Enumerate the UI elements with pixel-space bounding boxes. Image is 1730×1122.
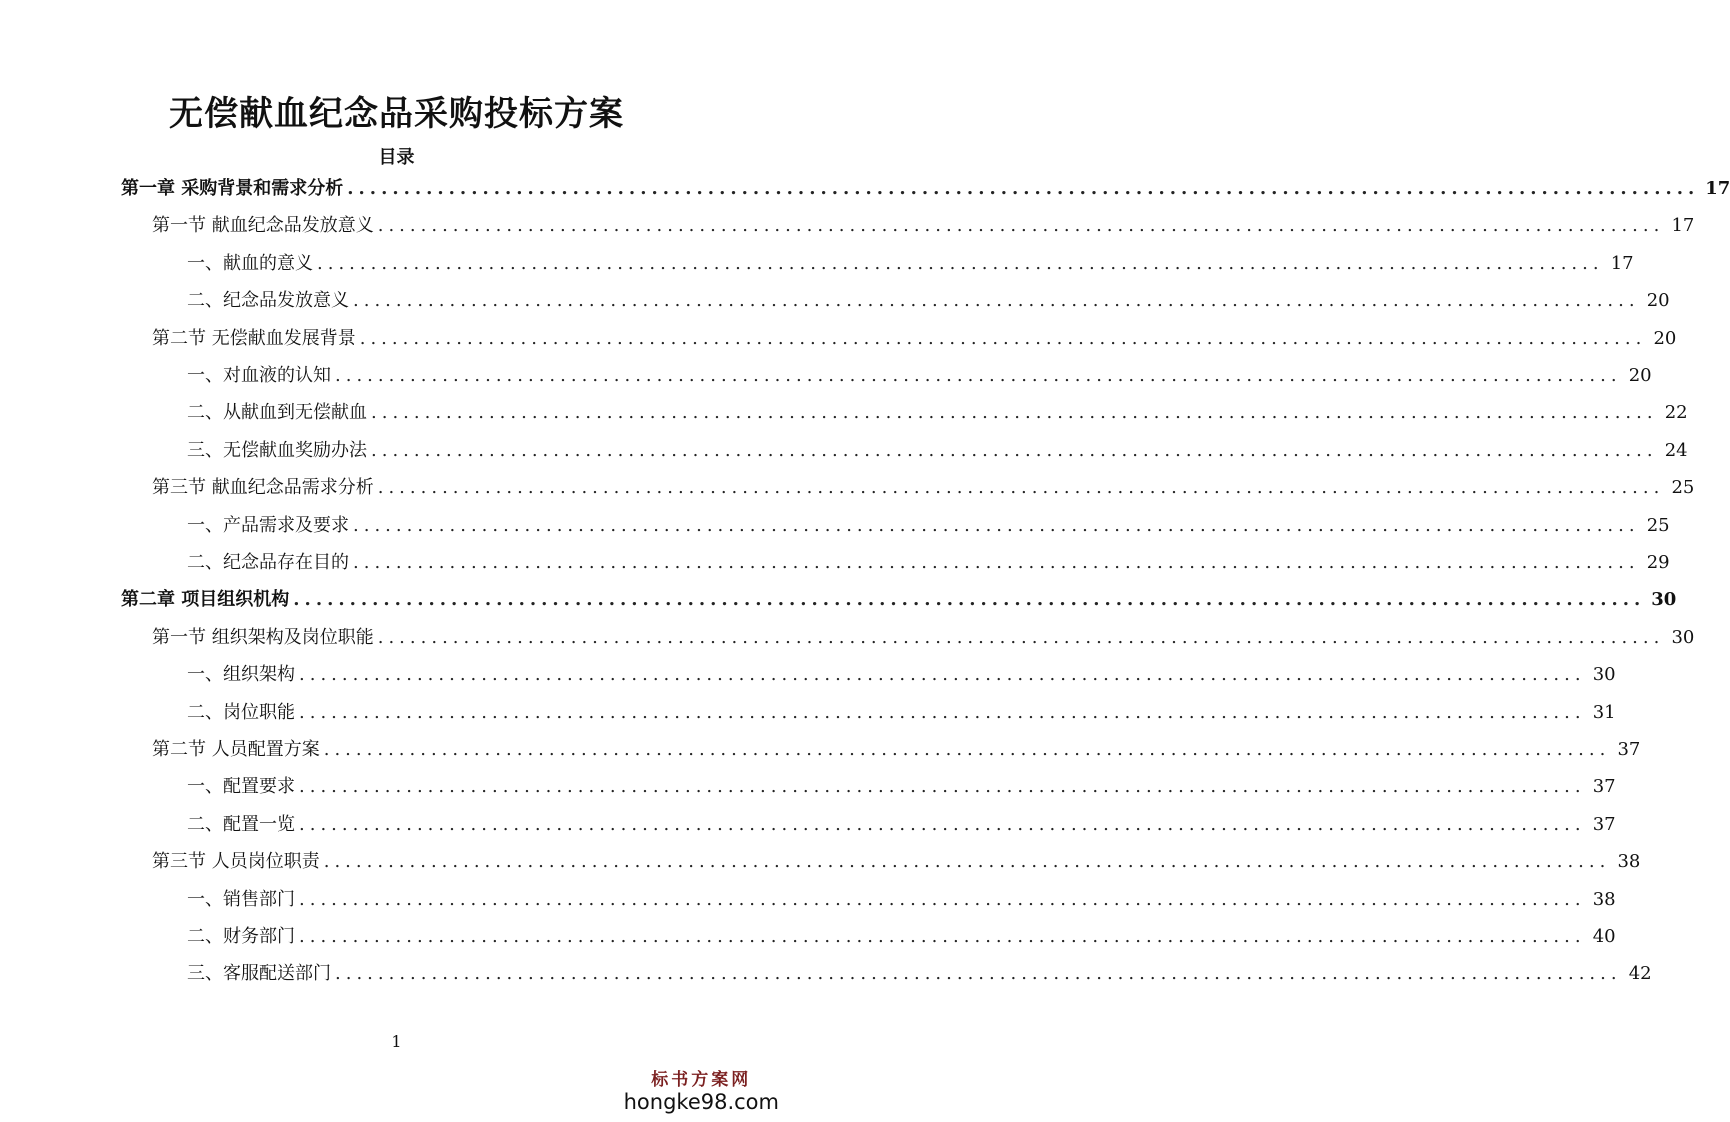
toc-entry-label: 二、纪念品存在目的	[187, 552, 349, 573]
toc-leader-dots: ........................................................................................................................	[317, 252, 1604, 274]
toc-leader-dots: ........................................................................................................................	[353, 552, 1640, 573]
toc-entry-page: 17	[1610, 252, 1634, 274]
toc-entry-item[interactable]	[187, 361, 1652, 391]
toc-entry-label: 二、从献血到无偿献血	[187, 402, 367, 424]
toc-entry-section[interactable]	[152, 623, 1695, 653]
toc-entry-label: 一、销售部门	[187, 888, 295, 910]
toc-entry-label: 一、配置要求	[187, 776, 295, 798]
watermark-name: 标书方案网	[651, 1070, 752, 1090]
toc-entry-section[interactable]	[152, 473, 1695, 503]
toc-entry-page: 22	[1664, 402, 1688, 424]
document-title: 无偿献血纪念品采购投标方案	[169, 94, 624, 134]
toc-entry-label: 一、献血的意义	[187, 252, 313, 274]
toc-entry-label: 第二节 无偿献血发展背景	[152, 327, 356, 349]
toc-entry-page: 40	[1592, 926, 1616, 947]
toc-entry-chapter[interactable]	[121, 585, 1677, 615]
toc-entry-item[interactable]	[187, 548, 1670, 578]
toc-entry-page: 24	[1664, 439, 1688, 461]
toc-entry-section[interactable]	[152, 735, 1641, 765]
toc-entry-label: 第三节 献血纪念品需求分析	[152, 477, 374, 499]
toc-entry-page: 20	[1653, 327, 1677, 349]
toc-entry-page: 29	[1646, 552, 1670, 573]
toc-leader-dots: ........................................................................................................................	[335, 963, 1622, 985]
toc-entry-label: 第一节 献血纪念品发放意义	[152, 215, 374, 237]
toc-entry-page: 42	[1628, 963, 1652, 985]
toc-leader-dots: ........................................................................................................................	[299, 926, 1586, 947]
toc-leader-dots: ........................................................................................................................	[323, 739, 1611, 760]
toc-entry-label: 二、财务部门	[187, 926, 295, 947]
toc-entry-label: 第一节 组织架构及岗位职能	[152, 626, 374, 648]
page-number: 1	[391, 1032, 402, 1051]
toc-entry-item[interactable]	[187, 959, 1652, 989]
toc-leader-dots: ........................................................................................................................	[323, 851, 1611, 873]
toc-entry-section[interactable]	[152, 847, 1641, 877]
toc-entry-page: 30	[1651, 589, 1677, 611]
toc-entry-label: 二、纪念品发放意义	[187, 290, 349, 312]
toc-leader-dots: ........................................................................................................................	[299, 813, 1586, 835]
toc-leader-dots: ........................................................................................................................	[299, 776, 1586, 798]
toc-entry-label: 二、配置一览	[187, 813, 295, 835]
toc-entry-item[interactable]	[187, 511, 1670, 541]
toc-entry-label: 一、组织架构	[187, 664, 295, 686]
toc-entry-label: 第二节 人员配置方案	[152, 739, 320, 760]
toc-entry-label: 第二章 项目组织机构	[121, 589, 290, 611]
toc-entry-section[interactable]	[152, 324, 1677, 354]
toc-entry-page: 37	[1592, 813, 1616, 835]
toc-leader-dots: ........................................................................................................................	[299, 701, 1586, 723]
toc-entry-page: 30	[1671, 626, 1695, 648]
toc-entry-page: 20	[1646, 290, 1670, 312]
toc-leader-dots: ........................................................................................................................	[377, 215, 1665, 237]
toc-entry-label: 第三节 人员岗位职责	[152, 851, 320, 873]
toc-entry-page: 37	[1617, 739, 1641, 760]
toc-entry-page: 25	[1646, 514, 1670, 536]
toc-entry-label: 一、对血液的认知	[187, 365, 331, 386]
toc-entry-page: 17	[1671, 215, 1695, 237]
toc-entry-item[interactable]	[187, 249, 1634, 279]
toc-entry-item[interactable]	[187, 436, 1688, 466]
toc-entry-page: 20	[1628, 365, 1652, 386]
toc-entry-label: 三、无偿献血奖励办法	[187, 439, 367, 461]
toc-leader-dots: ........................................................................................................................	[353, 290, 1640, 312]
watermark-logo	[624, 1065, 779, 1114]
toc-leader-dots: ........................................................................................................................	[371, 402, 1658, 424]
toc-entry-item[interactable]	[187, 660, 1616, 690]
toc-entry-item[interactable]	[187, 286, 1670, 316]
toc-leader-dots: ........................................................................................................................	[377, 477, 1665, 499]
watermark-url: hongke98.com	[623, 1090, 779, 1114]
toc-entry-label: 一、产品需求及要求	[187, 514, 349, 536]
toc-leader-dots: ........................................................................................................................	[293, 589, 1646, 611]
toc-entry-label: 二、岗位职能	[187, 701, 295, 723]
toc-leader-dots: ........................................................................................................................	[299, 888, 1586, 910]
toc-entry-item[interactable]	[187, 922, 1616, 952]
toc-entry-item[interactable]	[187, 885, 1616, 915]
toc-entry-label: 三、客服配送部门	[187, 963, 331, 985]
toc-heading: 目录	[378, 147, 415, 168]
toc-leader-dots: ........................................................................................................................	[353, 514, 1640, 536]
toc-entry-item[interactable]	[187, 398, 1688, 428]
toc-entry-page: 38	[1617, 851, 1641, 873]
toc-entry-page: 25	[1671, 477, 1695, 499]
toc-leader-dots: ........................................................................................................................	[359, 327, 1647, 349]
toc-entry-chapter[interactable]	[121, 174, 1730, 204]
toc-entry-page: 37	[1592, 776, 1616, 798]
toc-entry-item[interactable]	[187, 810, 1616, 840]
toc-leader-dots: ........................................................................................................................	[347, 178, 1700, 199]
toc-entry-page: 17	[1705, 178, 1730, 199]
toc-entry-section[interactable]	[152, 211, 1695, 241]
toc-entry-page: 38	[1592, 888, 1616, 910]
toc-entry-label: 第一章 采购背景和需求分析	[121, 178, 344, 199]
toc-entry-item[interactable]	[187, 698, 1616, 728]
toc-leader-dots: ........................................................................................................................	[377, 626, 1665, 648]
toc-entry-item[interactable]	[187, 772, 1616, 802]
toc-leader-dots: ........................................................................................................................	[335, 365, 1622, 386]
toc-entry-page: 30	[1592, 664, 1616, 686]
toc-leader-dots: ........................................................................................................................	[299, 664, 1586, 686]
toc-leader-dots: ........................................................................................................................	[371, 439, 1658, 461]
toc-entry-page: 31	[1592, 701, 1616, 723]
